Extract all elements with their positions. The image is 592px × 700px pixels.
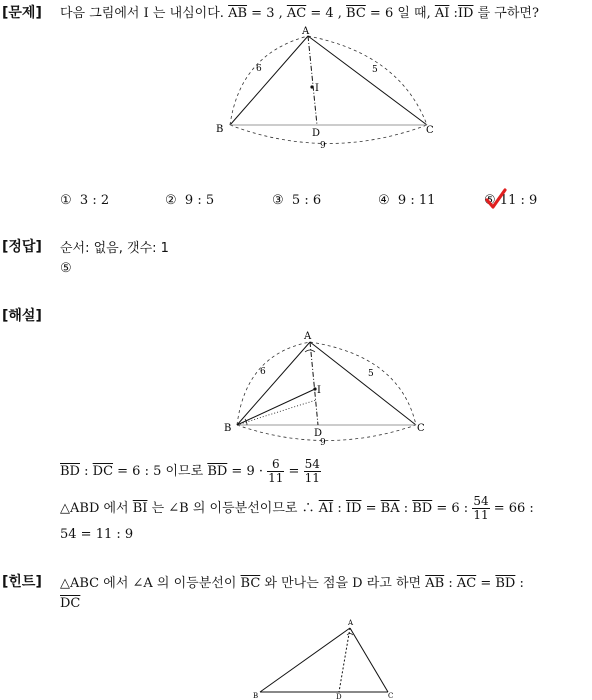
text-bisector: 는 ∠B 의 이등분선이므로 ∴	[147, 501, 319, 516]
choice-1[interactable]	[60, 193, 109, 208]
bisector-bi	[237, 389, 315, 425]
bisector-ad	[310, 342, 318, 425]
side-ac	[308, 36, 427, 125]
side-ac	[310, 342, 416, 425]
frac-den: 11	[473, 508, 489, 522]
bc-value: = 6 일 때,	[365, 6, 435, 21]
label-c: C	[426, 125, 434, 136]
label-b: B	[253, 692, 259, 700]
seg-dc: $\overline{DC}$	[92, 464, 114, 479]
arc-bc	[237, 425, 416, 441]
choice-1-text: 3 : 2	[79, 193, 110, 208]
seg-bd: $\overline{BD}$	[60, 464, 80, 479]
ac-value: = 4 ,	[306, 6, 347, 21]
ratio-colon: :	[449, 6, 458, 21]
problem-text-suffix: 를 구하면?	[473, 6, 539, 21]
label-side-ab: 6	[256, 64, 262, 74]
seg-bi: $\overline{BI}$	[132, 501, 148, 516]
choice-3[interactable]	[272, 193, 321, 208]
label-i: I	[315, 83, 319, 94]
problem-text-prefix: 다음 그림에서 I 는 내심이다.	[60, 6, 229, 21]
explanation-tag: [해설]	[2, 308, 42, 324]
label-side-ac: 5	[368, 369, 374, 379]
label-b: B	[216, 124, 224, 135]
arc-bc	[230, 125, 427, 144]
label-side-ab: 6	[260, 367, 266, 377]
seg-dc: $\overline{DC}$	[60, 596, 81, 611]
side-ab	[230, 36, 308, 125]
side-ac	[350, 628, 388, 692]
choice-4-mark: ④	[378, 193, 390, 208]
text-colon-2: :	[515, 576, 524, 591]
hint-line-2	[60, 596, 80, 611]
label-b: B	[224, 423, 232, 434]
explanation-line-2	[60, 495, 534, 522]
bisector-ad	[339, 628, 350, 692]
text-colon: :	[79, 464, 93, 479]
problem-text	[60, 2, 539, 21]
angle-mark-a	[305, 350, 315, 352]
problem-tag: [문제]	[2, 5, 42, 21]
fraction-54-11-b	[472, 495, 489, 522]
choice-5-text: 11 : 9	[499, 193, 538, 208]
answer-value: ⑤	[60, 261, 72, 276]
answer-meta: 순서: 없음, 갯수: 1	[60, 241, 169, 256]
seg-ac: $\overline{AC}$	[456, 576, 477, 591]
hint-line-1	[60, 572, 524, 591]
explanation-figure	[220, 326, 435, 448]
explanation-line-3: 54 = 11 : 9	[60, 527, 134, 542]
choice-2-mark: ②	[165, 193, 177, 208]
segment-ai: $\overline{AI}$	[434, 6, 450, 21]
text-times: = 9 ·	[227, 464, 268, 479]
text-result: = 66 :	[489, 501, 534, 516]
text-colon: :	[444, 576, 457, 591]
segment-ab: $\overline{AB}$	[228, 6, 248, 21]
seg-ai: $\overline{AI}$	[318, 501, 334, 516]
frac-num: 6	[267, 458, 284, 472]
text-ratio: = 6 : 5 이므로	[113, 464, 208, 479]
choice-1-mark: ①	[60, 193, 72, 208]
label-side-bc: 9	[320, 438, 326, 448]
hint-tag: [힌트]	[2, 574, 42, 590]
label-i: I	[317, 385, 321, 396]
choice-3-mark: ③	[272, 193, 284, 208]
hint-text-c: 와 만나는 점을 D 라고 하면	[260, 576, 426, 591]
label-c: C	[417, 423, 425, 434]
choice-5-mark: ⑤	[484, 193, 496, 208]
seg-bc: $\overline{BC}$	[240, 576, 261, 591]
side-ab	[260, 628, 350, 692]
label-side-ac: 5	[372, 65, 378, 75]
frac-num: 54	[304, 457, 320, 471]
frac-den: 11	[304, 471, 320, 485]
hint-text-a: △ABC 에서 ∠A 의 이등분선이	[60, 576, 241, 591]
choice-2[interactable]	[165, 193, 214, 208]
side-ab	[237, 342, 310, 425]
text-equals: =	[361, 501, 381, 516]
segment-bc: $\overline{BC}$	[346, 6, 366, 21]
label-a: A	[304, 331, 312, 342]
problem-figure	[200, 22, 450, 152]
label-a: A	[302, 26, 310, 37]
fraction-54-11	[304, 458, 321, 485]
seg-bd: $\overline{BD}$	[495, 576, 516, 591]
text-six: = 6 :	[432, 501, 473, 516]
fraction-6-11	[267, 458, 284, 485]
angle-mark-a	[347, 634, 353, 636]
label-d: D	[312, 128, 321, 139]
seg-bd-2: $\overline{BD}$	[207, 464, 228, 479]
choice-4[interactable]	[378, 193, 435, 208]
seg-ab: $\overline{AB}$	[425, 576, 445, 591]
choice-4-text: 9 : 11	[397, 193, 436, 208]
seg-bd: $\overline{BD}$	[412, 501, 433, 516]
segment-id: $\overline{ID}$	[457, 6, 474, 21]
bisector-ad	[308, 36, 317, 125]
label-d: D	[314, 428, 323, 439]
text-equals: =	[284, 464, 304, 479]
choice-2-text: 9 : 5	[184, 193, 215, 208]
text-abd: △ABD 에서	[60, 501, 133, 516]
text-equals: =	[476, 576, 496, 591]
answer-tag: [정답]	[2, 239, 42, 255]
ab-value: = 3 ,	[247, 6, 287, 21]
explanation-line-1	[60, 458, 321, 485]
frac-den: 11	[268, 471, 284, 485]
seg-id: $\overline{ID}$	[345, 501, 362, 516]
segment-ac: $\overline{AC}$	[286, 6, 307, 21]
hint-figure	[250, 616, 400, 700]
label-side-bc: 9	[320, 141, 326, 151]
bisector-b-dotted	[237, 400, 316, 425]
choice-3-text: 5 : 6	[291, 193, 322, 208]
text-colon-2: :	[399, 501, 413, 516]
seg-ba: $\overline{BA}$	[380, 501, 400, 516]
text-colon: :	[333, 501, 346, 516]
checkmark-icon	[484, 188, 508, 210]
frac-num: 54	[473, 494, 489, 508]
label-c: C	[388, 692, 394, 700]
label-a: A	[348, 619, 354, 627]
label-d: D	[336, 693, 342, 700]
incenter-dot	[310, 85, 313, 88]
